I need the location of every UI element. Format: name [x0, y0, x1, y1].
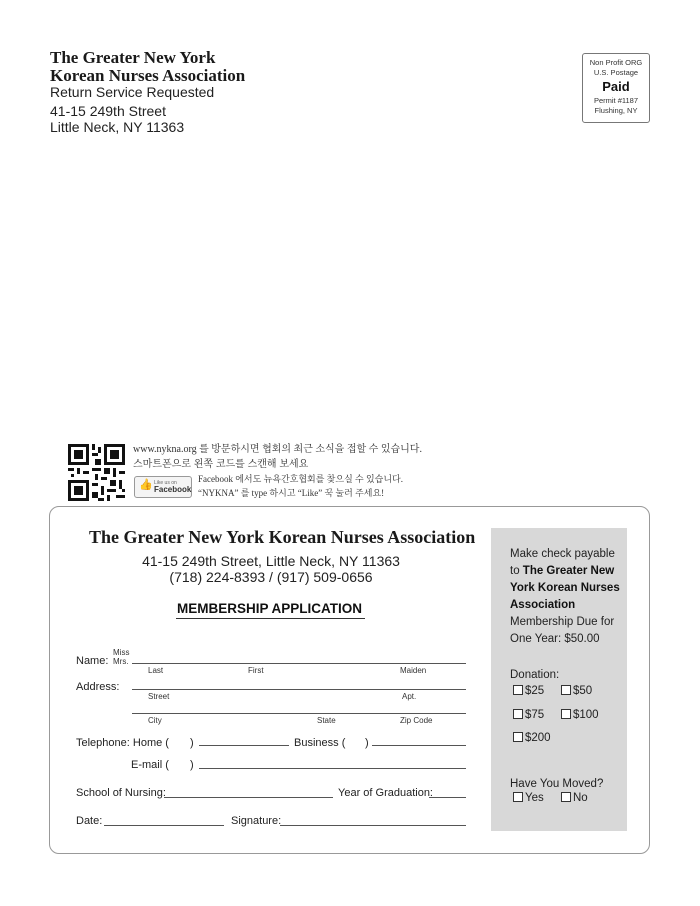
- apt-caption: Apt.: [402, 692, 417, 701]
- postage-line1: Non Profit ORG: [589, 58, 643, 67]
- signature-label: Signature:: [231, 815, 282, 827]
- donation-100-option[interactable]: $100: [561, 709, 599, 721]
- payable-org-3: Association: [510, 599, 576, 611]
- donation-50-option[interactable]: $50: [561, 685, 592, 697]
- promo-like-text: “NYKNA” 를 type 하시고 “Like” 꾹 눌러 주세요!: [198, 488, 385, 498]
- checkbox-icon[interactable]: [513, 709, 523, 719]
- postage-permit: Permit #1187: [593, 96, 639, 105]
- school-label: School of Nursing:: [76, 787, 166, 799]
- moved-no-option[interactable]: No: [561, 792, 588, 804]
- date-label: Date:: [76, 815, 103, 827]
- heading-underline: [176, 618, 365, 619]
- moved-yes-option[interactable]: Yes: [513, 792, 544, 804]
- email-field[interactable]: [199, 768, 466, 769]
- payable-text-1: Make check payable: [510, 548, 615, 560]
- date-field[interactable]: [104, 825, 224, 826]
- graduation-field[interactable]: [429, 797, 466, 798]
- street-caption: Street: [148, 692, 170, 701]
- zip-caption: Zip Code: [400, 716, 433, 725]
- return-street: 41-15 249th Street: [50, 103, 166, 119]
- address-line2-field[interactable]: [132, 713, 466, 714]
- donation-75-option[interactable]: $75: [513, 709, 544, 721]
- facebook-like-label: Facebook: [154, 485, 192, 494]
- org-name-line1: The Greater New York: [50, 48, 216, 67]
- email-label: E-mail (: [131, 759, 169, 771]
- checkbox-icon[interactable]: [513, 792, 523, 802]
- payable-text-2: to: [510, 565, 523, 577]
- business-label: Business (: [294, 737, 346, 749]
- payable-line-2: [510, 563, 614, 580]
- return-city: Little Neck, NY 11363: [50, 119, 185, 135]
- form-heading: MEMBERSHIP APPLICATION: [177, 601, 363, 616]
- checkbox-icon[interactable]: [561, 685, 571, 695]
- moved-label: Have You Moved?: [510, 778, 604, 790]
- dues-text-1: Membership Due for: [510, 616, 615, 628]
- business-phone-field[interactable]: [372, 745, 466, 746]
- donation-200-option[interactable]: $200: [513, 732, 551, 744]
- form-phones: (718) 224-8393 / (917) 509-0656: [169, 569, 373, 585]
- checkbox-icon[interactable]: [513, 732, 523, 742]
- promo-scan-text: 스마트폰으로 왼쪽 코드를 스캔해 보세요: [133, 459, 309, 470]
- promo-website-text: www.nykna.org 를 방문하시면 협회의 최근 소식을 접할 수 있습니다.: [133, 444, 422, 455]
- state-caption: State: [317, 716, 336, 725]
- maiden-caption: Maiden: [400, 666, 427, 675]
- donation-25-option[interactable]: $25: [513, 685, 544, 697]
- dues-text-2: One Year: $50.00: [510, 633, 600, 645]
- form-org-title: The Greater New York Korean Nurses Association: [89, 527, 476, 547]
- donation-label: Donation:: [510, 669, 560, 681]
- title-miss[interactable]: Miss: [113, 648, 130, 657]
- checkbox-icon[interactable]: [513, 685, 523, 695]
- business-paren-close: ): [365, 737, 369, 749]
- postage-line2: U.S. Postage: [593, 68, 639, 77]
- last-caption: Last: [148, 666, 164, 675]
- postage-location: Flushing, NY: [594, 106, 638, 115]
- home-phone-field[interactable]: [199, 745, 289, 746]
- signature-field[interactable]: [280, 825, 466, 826]
- home-paren-close: ): [190, 737, 194, 749]
- address-label: Address:: [76, 681, 120, 693]
- email-paren-close: ): [190, 759, 194, 771]
- org-name-line2: Korean Nurses Association: [50, 66, 246, 85]
- qr-code-icon: [68, 444, 125, 501]
- telephone-home-label: Telephone: Home (: [76, 737, 169, 749]
- name-label: Name:: [76, 655, 109, 667]
- title-mrs[interactable]: Mrs.: [113, 657, 129, 666]
- postage-indicia: [582, 53, 650, 123]
- postage-paid: Paid: [602, 79, 630, 94]
- school-field[interactable]: [164, 797, 333, 798]
- city-caption: City: [148, 716, 162, 725]
- payable-org-1: The Greater New: [522, 565, 615, 577]
- checkbox-icon[interactable]: [561, 709, 571, 719]
- facebook-like-small-text: Like us on: [154, 480, 177, 486]
- payable-org-2: York Korean Nurses: [510, 582, 620, 594]
- promo-facebook-text: Facebook 에서도 뉴욕간호협회를 찾으실 수 있습니다.: [198, 474, 403, 484]
- name-field[interactable]: [132, 663, 466, 664]
- address-line1-field[interactable]: [132, 689, 466, 690]
- return-service-text: Return Service Requested: [50, 84, 215, 100]
- checkbox-icon[interactable]: [561, 792, 571, 802]
- form-address: 41-15 249th Street, Little Neck, NY 11363: [142, 553, 400, 569]
- first-caption: First: [248, 666, 264, 675]
- graduation-label: Year of Graduation:: [338, 787, 433, 799]
- facebook-like-button[interactable]: [134, 476, 192, 498]
- thumbs-up-icon: 👍: [139, 479, 153, 491]
